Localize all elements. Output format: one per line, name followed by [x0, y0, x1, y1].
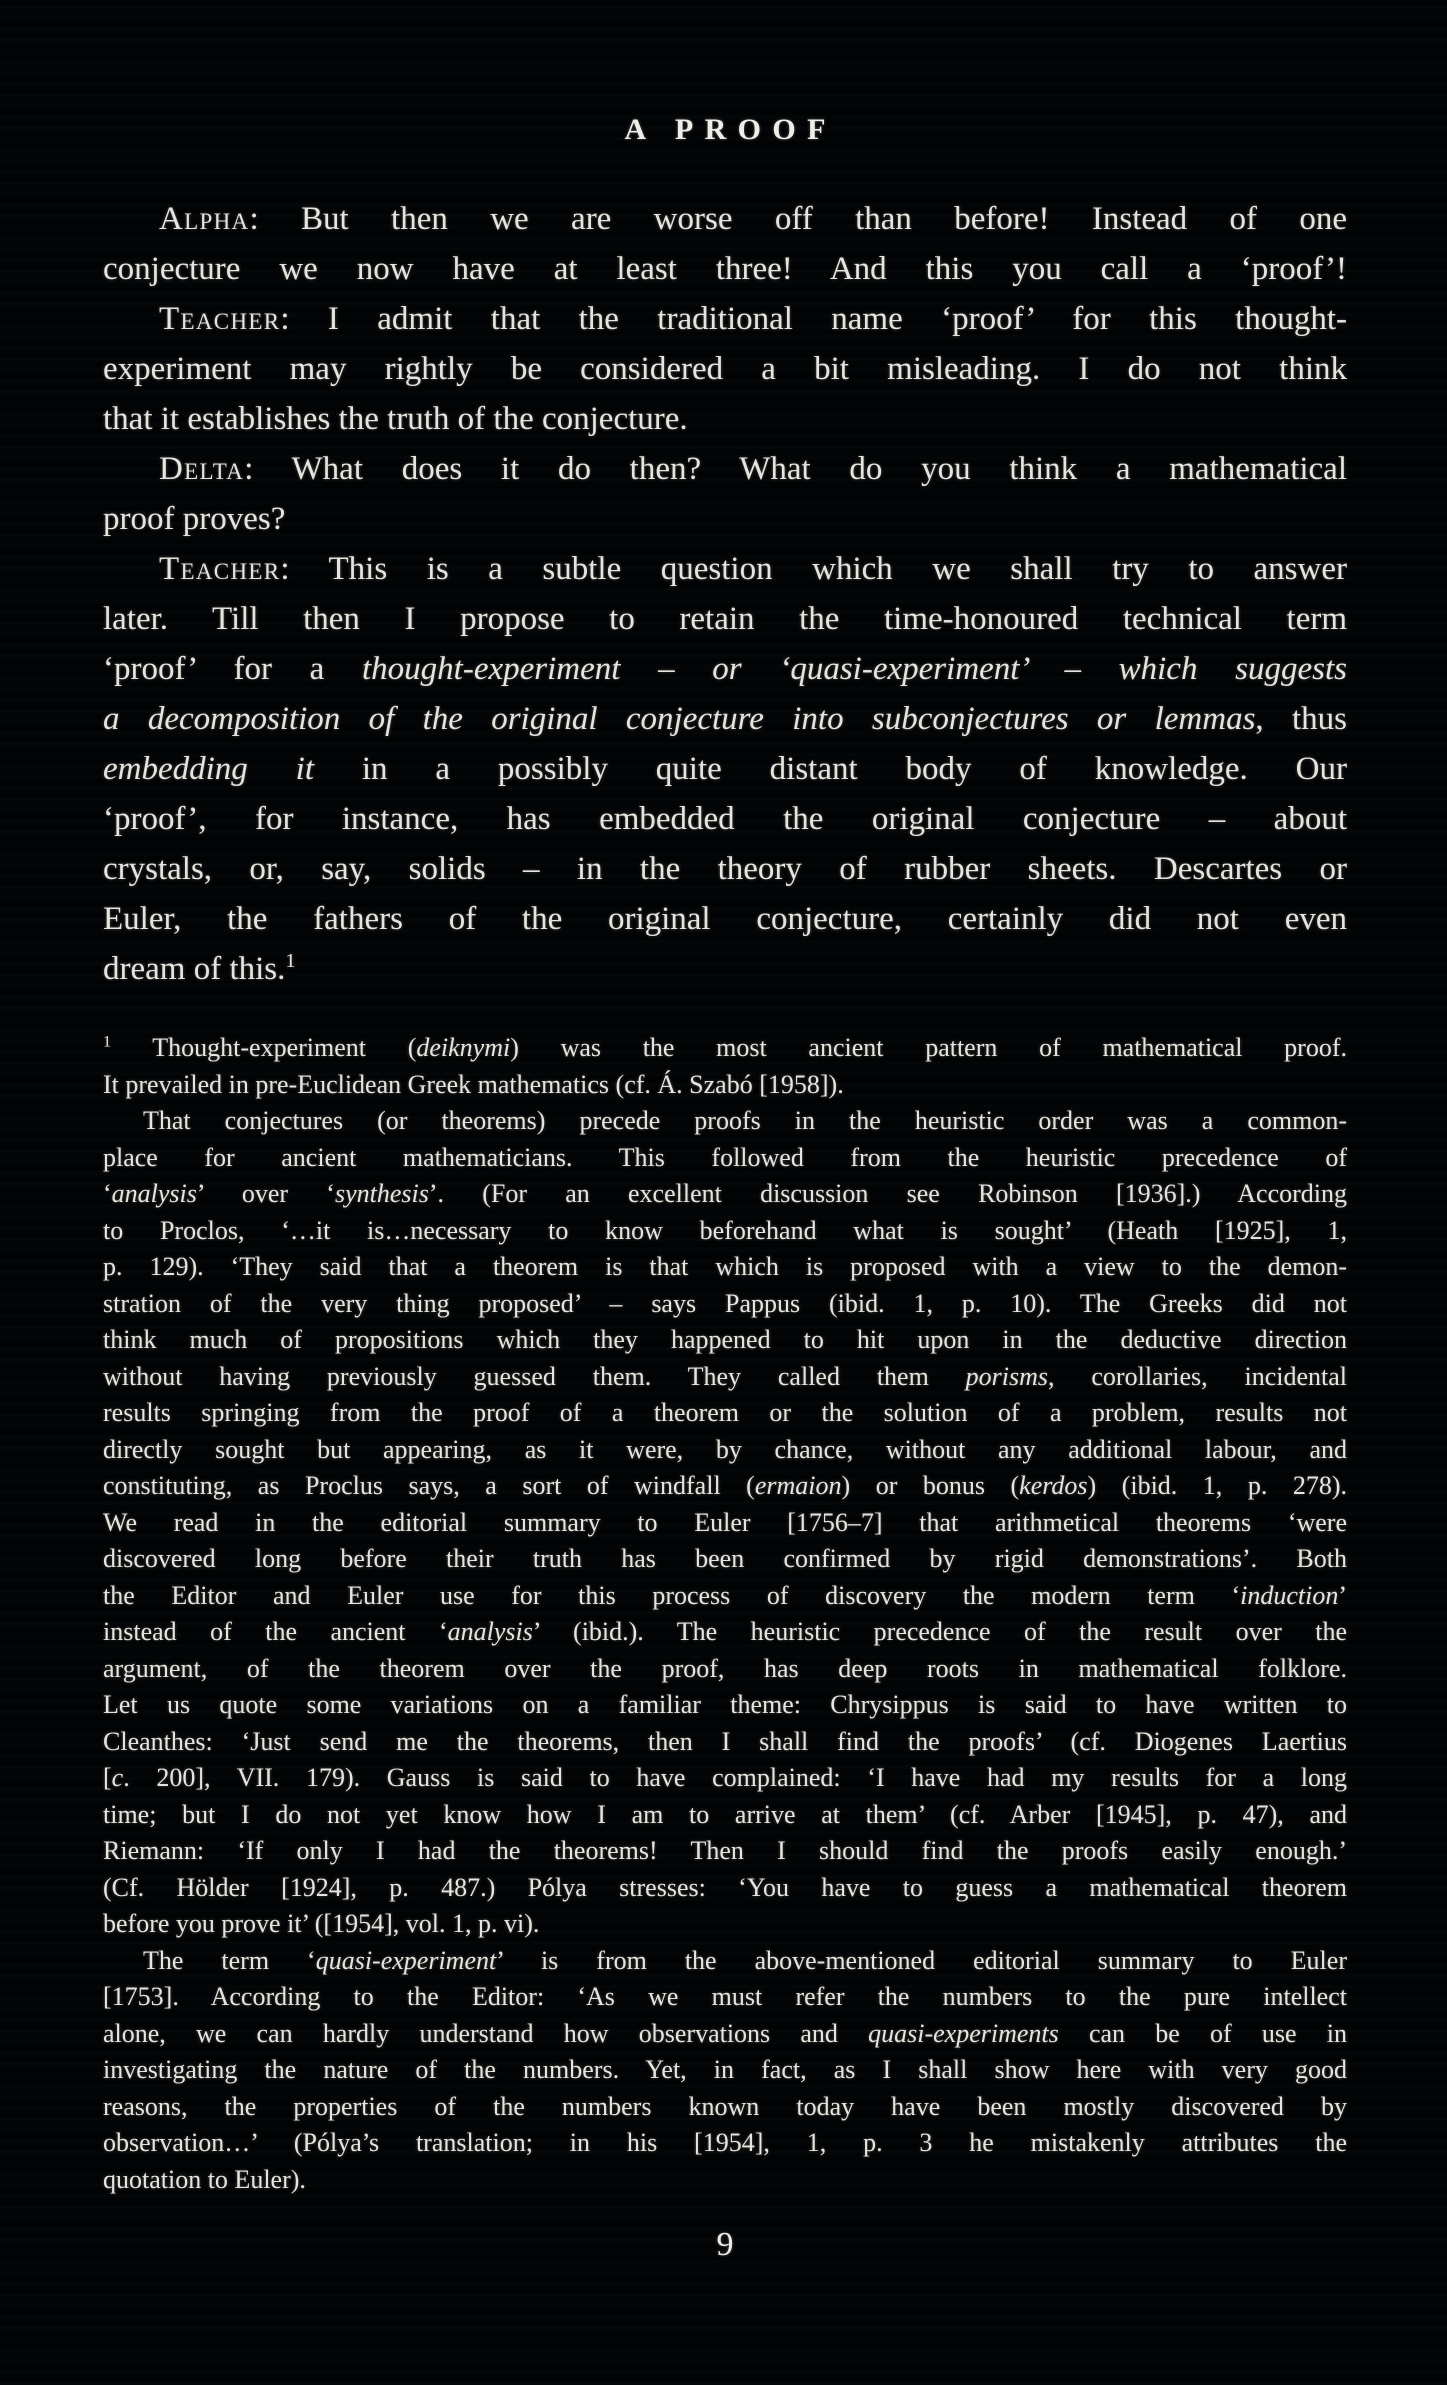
- text-segment: 1: [285, 950, 296, 972]
- text-segment: directly sought but appearing, as it were, by chance, without any additional labour, and: [103, 1434, 1347, 1464]
- text-line: [103, 794, 1347, 844]
- text-segment: porisms: [965, 1361, 1049, 1391]
- text-segment: ermaion: [754, 1471, 842, 1500]
- text-segment: , corollaries, incidental: [1048, 1361, 1347, 1391]
- text-line: [103, 1578, 1347, 1615]
- text-segment: reasons, the properties of the numbers known today have been mostly discovered by: [103, 2091, 1347, 2121]
- text-line: [103, 294, 1347, 344]
- text-line: [103, 1103, 1347, 1140]
- text-segment: in a possibly quite distant body of knowledge. Our: [314, 751, 1347, 787]
- text-line: [103, 1067, 1347, 1104]
- text-segment: ‘proof’ for a: [103, 651, 363, 687]
- text-segment: analysis: [447, 1617, 533, 1646]
- text-segment: thought-experiment – or ‘quasi-experiment’ – which suggests: [362, 651, 1347, 687]
- text-line: [103, 194, 1347, 244]
- text-segment: Let us quote some variations on a familiar theme: Chrysippus is said to have written to: [103, 1690, 1347, 1719]
- text-segment: : But then we are worse off than before! Instead of one: [249, 201, 1347, 237]
- text-line: [103, 2052, 1347, 2089]
- text-line: [103, 1505, 1347, 1542]
- text-line: [103, 1614, 1347, 1651]
- text-line: [103, 1979, 1347, 2016]
- page-title: A PROOF: [624, 113, 837, 146]
- text-segment: investigating the nature of the numbers. Yet, in fact, as I shall show here with very good: [103, 2055, 1347, 2084]
- text-segment: [: [103, 1763, 112, 1792]
- text-line: [103, 544, 1347, 594]
- text-segment: We read in the editorial summary to Euler [1756–7] that arithmetical theorems ‘were: [103, 1507, 1347, 1537]
- text-line: [103, 2016, 1347, 2053]
- text-segment: crystals, or, say, solids – in the theory of rubber sheets. Descartes or: [103, 851, 1347, 887]
- text-line: [103, 894, 1347, 944]
- text-line: [103, 394, 1347, 444]
- text-segment: later. Till then I propose to retain the time-honoured technical term: [103, 601, 1347, 637]
- text-line: [103, 1249, 1347, 1286]
- text-line: [103, 1541, 1347, 1578]
- text-segment: , thus: [1255, 701, 1347, 737]
- text-segment: think much of propositions which they happened to hit upon in the deductive direction: [103, 1325, 1347, 1354]
- text-line: [103, 2089, 1347, 2126]
- text-segment: the Editor and Euler use for this process of discovery the modern term ‘: [103, 1580, 1241, 1610]
- text-line: [103, 2125, 1347, 2162]
- text-segment: kerdos: [1019, 1471, 1088, 1500]
- text-line: [103, 444, 1347, 494]
- text-segment: ’ over ‘: [196, 1179, 335, 1208]
- text-segment: Teacher: [159, 301, 281, 337]
- text-segment: ’ (ibid.). The heuristic precedence of the result over the: [532, 1617, 1347, 1646]
- text-line: [103, 1322, 1347, 1359]
- text-line: [103, 1833, 1347, 1870]
- text-segment: conjecture we now have at least three! And this you call a ‘proof’!: [103, 251, 1347, 287]
- text-segment: deiknymi: [416, 1033, 511, 1062]
- text-segment: to Proclos, ‘…it is…necessary to know beforehand what is sought’ (Heath [1925], 1,: [103, 1215, 1347, 1245]
- text-segment: before you prove it’ ([1954], vol. 1, p. vi).: [103, 1909, 540, 1938]
- text-segment: argument, of the theorem over the proof, has deep roots in mathematical folklore.: [103, 1653, 1347, 1683]
- text-segment: discovered long before their truth has been confirmed by rigid demonstrations’. Both: [103, 1544, 1347, 1573]
- text-segment: quasi-experiment: [315, 1945, 497, 1975]
- text-segment: that it establishes the truth of the conjecture.: [103, 401, 688, 437]
- text-line: [103, 1797, 1347, 1834]
- text-line: [103, 944, 1347, 994]
- text-segment: Teacher: [159, 551, 281, 587]
- text-segment: constituting, as Proclus says, a sort of windfall (: [103, 1471, 755, 1500]
- text-segment: without having previously guessed them. They called them: [103, 1361, 966, 1391]
- text-segment: (Cf. Hölder [1924], p. 487.) Pólya stresses: ‘You have to guess a mathematical theorem: [103, 1872, 1347, 1902]
- page-number: 9: [716, 2226, 734, 2263]
- text-line: [103, 344, 1347, 394]
- text-segment: . 200], VII. 179). Gauss is said to have complained: ‘I have had my results for a long: [123, 1763, 1347, 1792]
- text-segment: synthesis: [334, 1179, 429, 1208]
- text-segment: : This is a subtle question which we shall try to answer: [280, 551, 1347, 587]
- text-segment: Thought-experiment (: [111, 1033, 417, 1062]
- text-segment: experiment may rightly be considered a bit misleading. I do not think: [103, 351, 1347, 387]
- text-line: [103, 1286, 1347, 1323]
- text-segment: ’. (For an excellent discussion see Robinson [1936].) According: [428, 1179, 1347, 1208]
- text-segment: quotation to Euler).: [103, 2164, 306, 2194]
- text-line: [103, 1906, 1347, 1943]
- text-line: [103, 494, 1347, 544]
- text-line: [103, 1140, 1347, 1177]
- text-line: [103, 694, 1347, 744]
- text-line: [103, 1395, 1347, 1432]
- text-line: [103, 1943, 1347, 1980]
- text-segment: [1753]. According to the Editor: ‘As we must refer the numbers to the pure intellect: [103, 1982, 1347, 2011]
- text-segment: time; but I do not yet know how I am to arrive at them’ (cf. Arber [1945], p. 47), and: [103, 1799, 1347, 1829]
- text-segment: ‘proof’, for instance, has embedded the original conjecture – about: [103, 801, 1347, 837]
- text-segment: results springing from the proof of a theorem or the solution of a problem, results not: [103, 1398, 1347, 1427]
- text-segment: That conjectures (or theorems) precede proofs in the heuristic order was a common-: [143, 1106, 1347, 1135]
- text-line: [103, 1176, 1347, 1213]
- text-line: [103, 1030, 1347, 1067]
- text-segment: can be of use in: [1058, 2018, 1347, 2048]
- text-segment: instead of the ancient ‘: [103, 1617, 448, 1646]
- text-segment: analysis: [111, 1179, 197, 1208]
- text-segment: quasi-experiments: [868, 2018, 1059, 2048]
- text-segment: 1: [103, 1033, 112, 1051]
- text-line: [103, 244, 1347, 294]
- text-line: [103, 1760, 1347, 1797]
- text-segment: ) was the most ancient pattern of mathematical proof.: [510, 1033, 1347, 1062]
- text-segment: stration of the very thing proposed’ – says Pappus (ibid. 1, p. 10). The Greeks did not: [103, 1288, 1347, 1318]
- text-segment: embedding it: [103, 751, 314, 787]
- text-segment: p. 129). ‘They said that a theorem is that which is proposed with a view to the demon-: [103, 1252, 1347, 1281]
- text-segment: observation…’ (Pólya’s translation; in his [1954], 1, p. 3 he mistakenly attributes the: [103, 2128, 1347, 2157]
- text-line: [103, 594, 1347, 644]
- text-segment: Cleanthes: ‘Just send me the theorems, then I shall find the proofs’ (cf. Diogenes Laertius: [103, 1726, 1347, 1756]
- text-segment: ) or bonus (: [841, 1471, 1020, 1500]
- text-segment: : What does it do then? What do you think a mathematical: [244, 451, 1347, 487]
- text-line: [103, 1651, 1347, 1688]
- text-segment: induction: [1240, 1580, 1339, 1610]
- text-segment: ’ is from the above-mentioned editorial summary to Euler: [496, 1945, 1347, 1975]
- footnote-block: [103, 1030, 1347, 2198]
- text-line: [103, 1359, 1347, 1396]
- text-segment: place for ancient mathematicians. This followed from the heuristic precedence of: [103, 1142, 1347, 1172]
- main-text-block: [103, 194, 1347, 994]
- text-segment: a decomposition of the original conjecture into subconjectures or lemmas: [103, 701, 1256, 737]
- text-segment: The term ‘: [143, 1945, 316, 1975]
- text-segment: dream of this.: [103, 951, 286, 987]
- text-line: [103, 1870, 1347, 1907]
- text-line: [103, 1468, 1347, 1505]
- text-line: [103, 1213, 1347, 1250]
- text-line: [103, 1432, 1347, 1469]
- text-segment: Delta: [159, 451, 245, 487]
- text-line: [103, 644, 1347, 694]
- text-segment: Alpha: [159, 201, 250, 237]
- text-segment: ’: [1338, 1580, 1347, 1610]
- text-line: [103, 2162, 1347, 2199]
- text-segment: Riemann: ‘If only I had the theorems! Then I should find the proofs easily enough.’: [103, 1836, 1347, 1865]
- text-segment: ‘: [103, 1179, 112, 1208]
- text-segment: c: [111, 1763, 124, 1792]
- text-segment: alone, we can hardly understand how observations and: [103, 2018, 869, 2048]
- text-segment: proof proves?: [103, 501, 286, 537]
- text-line: [103, 1724, 1347, 1761]
- text-segment: ) (ibid. 1, p. 278).: [1087, 1471, 1347, 1500]
- text-segment: It prevailed in pre-Euclidean Greek mathematics (cf. Á. Szabó [1958]).: [103, 1069, 844, 1099]
- text-segment: Euler, the fathers of the original conjecture, certainly did not even: [103, 901, 1347, 937]
- text-line: [103, 1687, 1347, 1724]
- text-line: [103, 844, 1347, 894]
- text-segment: : I admit that the traditional name ‘proof’ for this thought-: [280, 301, 1347, 337]
- text-line: [103, 744, 1347, 794]
